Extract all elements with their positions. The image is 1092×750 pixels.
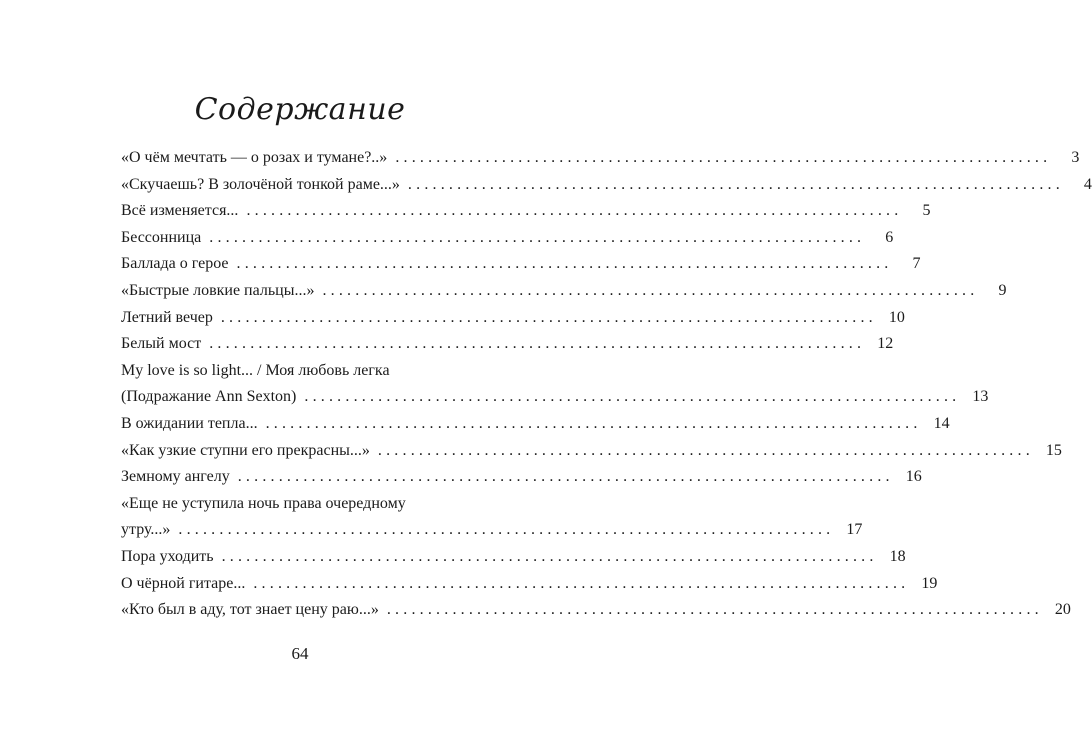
toc-entry-title-line: утру...» xyxy=(121,521,171,539)
dot-leader: ................................................................................ xyxy=(221,547,878,565)
toc-entry-title-line: My love is so light... / Моя любовь легка xyxy=(121,361,390,379)
dot-leader: ................................................................................ xyxy=(395,149,1052,166)
toc-page-number: 5 xyxy=(922,202,931,220)
dot-leader: ................................................................................ xyxy=(246,202,903,220)
toc-entry xyxy=(121,411,950,438)
toc-entry-title-line: «Еще не уступила ночь права очередному xyxy=(121,494,406,512)
toc-entry xyxy=(121,464,922,491)
dot-leader: ................................................................................ xyxy=(253,574,910,592)
dot-leader: ................................................................................ xyxy=(236,255,893,273)
toc-page-number: 18 xyxy=(889,547,906,565)
toc-page-number: 12 xyxy=(877,335,894,353)
toc-page-number: 14 xyxy=(933,414,950,432)
toc-page-number: 9 xyxy=(998,281,1007,299)
dot-leader: ................................................................................ xyxy=(377,441,1034,459)
toc-entry xyxy=(121,438,1062,465)
toc-entry xyxy=(121,491,863,544)
toc-entry-title: Баллада о герое xyxy=(121,255,229,273)
toc-entry xyxy=(121,358,989,411)
toc-entry-title: «Как узкие ступни его прекрасны...» xyxy=(121,441,370,459)
toc-entry-title: Белый мост xyxy=(121,335,202,353)
toc-entry xyxy=(121,331,894,358)
dot-leader: ................................................................................ xyxy=(209,335,866,353)
toc-entry xyxy=(121,145,1080,172)
toc-entry xyxy=(121,198,931,225)
toc-page-number: 10 xyxy=(888,308,905,326)
toc-page-number: 20 xyxy=(1054,601,1071,619)
toc-page-number: 6 xyxy=(885,228,894,246)
toc-entry xyxy=(121,597,1071,624)
toc-page-number: 7 xyxy=(912,255,921,273)
toc-entry-title: «Кто был в аду, тот знает цену раю...» xyxy=(121,601,379,619)
dot-leader: ................................................................................ xyxy=(209,228,866,246)
toc-page-number: 17 xyxy=(846,521,863,539)
table-of-contents xyxy=(121,145,1092,624)
page-number: 64 xyxy=(291,644,309,663)
dot-leader: ................................................................................ xyxy=(322,281,979,299)
toc-entry-title: Пора уходить xyxy=(121,547,214,565)
toc-page-number: 16 xyxy=(905,468,922,486)
dot-leader: ................................................................................ xyxy=(220,308,877,326)
toc-entry xyxy=(121,225,894,252)
toc-entry xyxy=(121,544,906,571)
toc-entry-title: О чёрной гитаре... xyxy=(121,574,246,592)
toc-page-number: 3 xyxy=(1071,149,1080,166)
toc-entry xyxy=(121,571,938,598)
toc-entry xyxy=(121,305,905,332)
dot-leader: ................................................................................ xyxy=(407,175,1064,193)
dot-leader: ................................................................................ xyxy=(304,388,961,406)
toc-entry-title: «Скучаешь? В золочёной тонкой раме...» xyxy=(121,175,400,193)
page-title: Содержание xyxy=(194,92,406,127)
dot-leader: ................................................................................ xyxy=(237,468,894,486)
toc-page-number: 4 xyxy=(1083,175,1092,193)
toc-entry xyxy=(121,172,1092,199)
dot-leader: ................................................................................ xyxy=(386,601,1043,619)
toc-page-number: 13 xyxy=(972,388,989,406)
dot-leader: ................................................................................ xyxy=(265,414,922,432)
toc-entry-title: В ожидании тепла... xyxy=(121,414,258,432)
toc-entry-title: Земному ангелу xyxy=(121,468,230,486)
toc-entry-title: Бессонница xyxy=(121,228,202,246)
toc-entry-title: Летний вечер xyxy=(121,308,213,326)
toc-entry-title: Всё изменяется... xyxy=(121,202,239,220)
toc-page-number: 15 xyxy=(1045,441,1062,459)
toc-entry-title-line: (Подражание Ann Sexton) xyxy=(121,388,297,406)
toc-page-number: 19 xyxy=(921,574,938,592)
toc-entry-title: «Быстрые ловкие пальцы...» xyxy=(121,281,315,299)
toc-entry xyxy=(121,251,921,278)
toc-entry-title: «О чём мечтать — о розах и тумане?..» xyxy=(121,149,388,166)
dot-leader: ................................................................................ xyxy=(178,521,835,539)
toc-entry xyxy=(121,278,1007,305)
